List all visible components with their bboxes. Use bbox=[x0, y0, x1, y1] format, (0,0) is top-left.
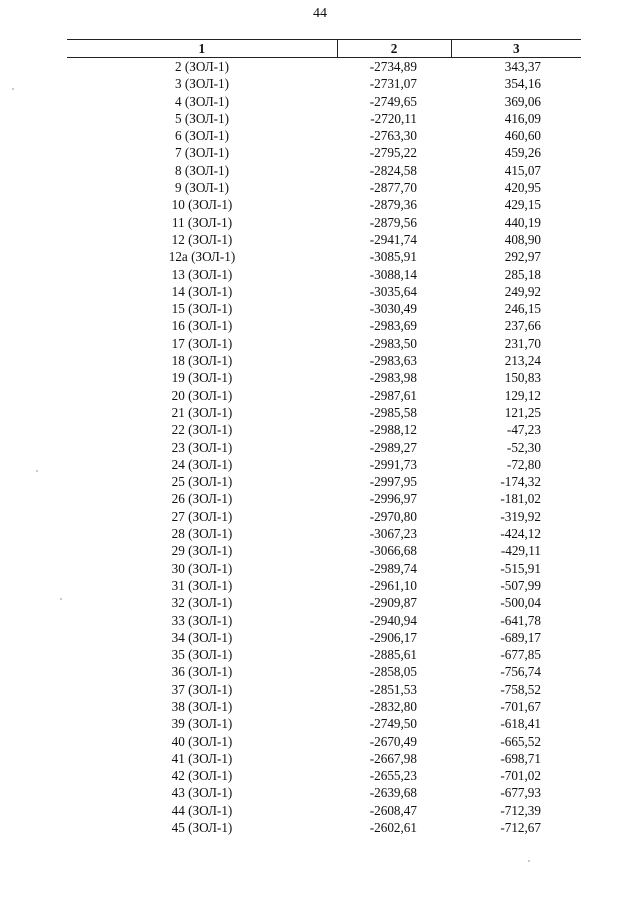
scan-speck bbox=[60, 598, 62, 600]
table-row bbox=[67, 231, 581, 248]
point-id-cell: 31 (ЗОЛ-1) bbox=[171, 577, 233, 593]
point-id-cell: 28 (ЗОЛ-1) bbox=[171, 526, 233, 542]
y-coordinate-cell: -698,71 bbox=[500, 750, 541, 766]
table-row bbox=[67, 404, 581, 421]
y-coordinate-cell: -756,74 bbox=[500, 664, 541, 680]
y-coordinate-cell: -424,12 bbox=[500, 526, 541, 542]
table-row bbox=[67, 317, 581, 334]
x-coordinate-cell: -2749,50 bbox=[369, 716, 417, 732]
x-coordinate-cell: -2608,47 bbox=[369, 802, 417, 818]
point-id-cell: 10 (ЗОЛ-1) bbox=[171, 197, 233, 213]
x-coordinate-cell: -2720,11 bbox=[370, 110, 417, 126]
point-id-cell: 26 (ЗОЛ-1) bbox=[171, 491, 233, 507]
y-coordinate-cell: 420,95 bbox=[504, 180, 541, 196]
table-row bbox=[67, 802, 581, 819]
point-id-cell: 45 (ЗОЛ-1) bbox=[171, 820, 233, 836]
point-id-cell: 8 (ЗОЛ-1) bbox=[174, 162, 230, 178]
point-id-cell: 21 (ЗОЛ-1) bbox=[171, 404, 233, 420]
table-row bbox=[67, 646, 581, 663]
table-row bbox=[67, 93, 581, 110]
point-id-cell: 32 (ЗОЛ-1) bbox=[171, 595, 233, 611]
x-coordinate-cell: -3088,14 bbox=[369, 266, 417, 282]
y-coordinate-cell: 459,26 bbox=[504, 145, 541, 161]
y-coordinate-cell: -52,30 bbox=[506, 439, 541, 455]
point-id-cell: 12 (ЗОЛ-1) bbox=[171, 231, 233, 247]
x-coordinate-cell: -2997,95 bbox=[369, 474, 417, 490]
y-coordinate-cell: 231,70 bbox=[504, 335, 541, 351]
point-id-cell: 35 (ЗОЛ-1) bbox=[171, 647, 233, 663]
point-id-cell: 39 (ЗОЛ-1) bbox=[171, 716, 233, 732]
x-coordinate-cell: -2991,73 bbox=[369, 456, 417, 472]
y-coordinate-cell: 246,15 bbox=[504, 301, 541, 317]
x-coordinate-cell: -2832,80 bbox=[369, 698, 417, 714]
x-coordinate-cell: -2824,58 bbox=[369, 162, 417, 178]
y-coordinate-cell: 292,97 bbox=[504, 249, 541, 265]
y-coordinate-cell: -47,23 bbox=[506, 422, 541, 438]
point-id-cell: 9 (ЗОЛ-1) bbox=[174, 180, 230, 196]
x-coordinate-cell: -2763,30 bbox=[369, 128, 417, 144]
point-id-cell: 24 (ЗОЛ-1) bbox=[171, 456, 233, 472]
x-coordinate-cell: -3085,91 bbox=[369, 249, 417, 265]
x-coordinate-cell: -2851,53 bbox=[369, 681, 417, 697]
point-id-cell: 20 (ЗОЛ-1) bbox=[171, 387, 233, 403]
point-id-cell: 7 (ЗОЛ-1) bbox=[174, 145, 230, 161]
column-header-1: 1 bbox=[67, 40, 337, 58]
table-row bbox=[67, 352, 581, 369]
point-id-cell: 6 (ЗОЛ-1) bbox=[174, 128, 230, 144]
table-row bbox=[67, 715, 581, 732]
x-coordinate-cell: -2879,36 bbox=[369, 197, 417, 213]
table-row bbox=[67, 283, 581, 300]
table-row bbox=[67, 162, 581, 179]
y-coordinate-cell: 343,37 bbox=[504, 59, 541, 74]
y-coordinate-cell: -677,93 bbox=[500, 785, 541, 801]
point-id-cell: 11 (ЗОЛ-1) bbox=[171, 214, 233, 230]
x-coordinate-cell: -2996,97 bbox=[369, 491, 417, 507]
table-row bbox=[67, 784, 581, 801]
point-id-cell: 42 (ЗОЛ-1) bbox=[171, 768, 233, 784]
point-id-cell: 38 (ЗОЛ-1) bbox=[171, 698, 233, 714]
y-coordinate-cell: -500,04 bbox=[500, 595, 541, 611]
x-coordinate-cell: -2989,74 bbox=[369, 560, 417, 576]
y-coordinate-cell: 460,60 bbox=[504, 128, 541, 144]
y-coordinate-cell: 249,92 bbox=[504, 283, 541, 299]
table-row bbox=[67, 58, 581, 76]
point-id-cell: 33 (ЗОЛ-1) bbox=[171, 612, 233, 628]
table-row bbox=[67, 508, 581, 525]
point-id-cell: 27 (ЗОЛ-1) bbox=[171, 508, 233, 524]
x-coordinate-cell: -2940,94 bbox=[369, 612, 417, 628]
y-coordinate-cell: 285,18 bbox=[504, 266, 541, 282]
y-coordinate-cell: -689,17 bbox=[500, 629, 541, 645]
x-coordinate-cell: -2731,07 bbox=[369, 76, 417, 92]
point-id-cell: 13 (ЗОЛ-1) bbox=[171, 266, 233, 282]
x-coordinate-cell: -2970,80 bbox=[369, 508, 417, 524]
point-id-cell: 37 (ЗОЛ-1) bbox=[171, 681, 233, 697]
y-coordinate-cell: -701,02 bbox=[500, 768, 541, 784]
coordinates-table bbox=[67, 39, 581, 836]
x-coordinate-cell: -2670,49 bbox=[369, 733, 417, 749]
table-row bbox=[67, 266, 581, 283]
x-coordinate-cell: -2795,22 bbox=[369, 145, 417, 161]
table-row bbox=[67, 698, 581, 715]
x-coordinate-cell: -2983,50 bbox=[369, 335, 417, 351]
table-row bbox=[67, 196, 581, 213]
y-coordinate-cell: -174,32 bbox=[500, 474, 541, 490]
y-coordinate-cell: 429,15 bbox=[504, 197, 541, 213]
y-coordinate-cell: -515,91 bbox=[500, 560, 541, 576]
point-id-cell: 18 (ЗОЛ-1) bbox=[171, 353, 233, 369]
table-row bbox=[67, 490, 581, 507]
x-coordinate-cell: -2734,89 bbox=[369, 59, 417, 74]
y-coordinate-cell: -641,78 bbox=[500, 612, 541, 628]
point-id-cell: 34 (ЗОЛ-1) bbox=[171, 629, 233, 645]
y-coordinate-cell: -701,67 bbox=[500, 698, 541, 714]
point-id-cell: 29 (ЗОЛ-1) bbox=[171, 543, 233, 559]
y-coordinate-cell: -712,67 bbox=[500, 820, 541, 836]
y-coordinate-cell: -758,52 bbox=[500, 681, 541, 697]
y-coordinate-cell: 121,25 bbox=[504, 404, 541, 420]
y-coordinate-cell: 415,07 bbox=[504, 162, 541, 178]
table-row bbox=[67, 75, 581, 92]
y-coordinate-cell: 237,66 bbox=[504, 318, 541, 334]
point-id-cell: 22 (ЗОЛ-1) bbox=[171, 422, 233, 438]
y-coordinate-cell: 213,24 bbox=[504, 353, 541, 369]
point-id-cell: 12а (ЗОЛ-1) bbox=[168, 249, 236, 265]
point-id-cell: 17 (ЗОЛ-1) bbox=[171, 335, 233, 351]
point-id-cell: 3 (ЗОЛ-1) bbox=[174, 76, 230, 92]
table-row bbox=[67, 144, 581, 161]
table-row bbox=[67, 612, 581, 629]
x-coordinate-cell: -2983,63 bbox=[369, 353, 417, 369]
table-row bbox=[67, 179, 581, 196]
table-row bbox=[67, 733, 581, 750]
table-row bbox=[67, 819, 581, 836]
y-coordinate-cell: -181,02 bbox=[500, 491, 541, 507]
point-id-cell: 44 (ЗОЛ-1) bbox=[171, 802, 233, 818]
table-row bbox=[67, 525, 581, 542]
table-row bbox=[67, 439, 581, 456]
x-coordinate-cell: -2983,69 bbox=[369, 318, 417, 334]
x-coordinate-cell: -2941,74 bbox=[369, 231, 417, 247]
table-row bbox=[67, 387, 581, 404]
table-row bbox=[67, 473, 581, 490]
scan-speck bbox=[12, 88, 14, 90]
y-coordinate-cell: -618,41 bbox=[500, 716, 541, 732]
x-coordinate-cell: -2602,61 bbox=[369, 820, 417, 836]
page-number: 44 bbox=[313, 6, 327, 21]
x-coordinate-cell: -3067,23 bbox=[369, 526, 417, 542]
y-coordinate-cell: -319,92 bbox=[500, 508, 541, 524]
x-coordinate-cell: -3030,49 bbox=[369, 301, 417, 317]
table-row bbox=[67, 594, 581, 611]
point-id-cell: 41 (ЗОЛ-1) bbox=[171, 750, 233, 766]
point-id-cell: 30 (ЗОЛ-1) bbox=[171, 560, 233, 576]
point-id-cell: 40 (ЗОЛ-1) bbox=[171, 733, 233, 749]
x-coordinate-cell: -2655,23 bbox=[369, 768, 417, 784]
table-row bbox=[67, 663, 581, 680]
point-id-cell: 43 (ЗОЛ-1) bbox=[171, 785, 233, 801]
point-id-cell: 5 (ЗОЛ-1) bbox=[174, 110, 230, 126]
table-row bbox=[67, 421, 581, 438]
x-coordinate-cell: -2961,10 bbox=[369, 577, 417, 593]
y-coordinate-cell: -429,11 bbox=[500, 543, 541, 559]
table-row bbox=[67, 456, 581, 473]
x-coordinate-cell: -2858,05 bbox=[369, 664, 417, 680]
x-coordinate-cell: -2639,68 bbox=[369, 785, 417, 801]
x-coordinate-cell: -2667,98 bbox=[369, 750, 417, 766]
x-coordinate-cell: -2749,65 bbox=[369, 93, 417, 109]
point-id-cell: 14 (ЗОЛ-1) bbox=[171, 283, 233, 299]
point-id-cell: 15 (ЗОЛ-1) bbox=[171, 301, 233, 317]
table-header-row bbox=[67, 40, 581, 58]
column-header-2: 2 bbox=[337, 40, 451, 58]
table-row bbox=[67, 767, 581, 784]
table-row bbox=[67, 681, 581, 698]
table-row bbox=[67, 110, 581, 127]
point-id-cell: 25 (ЗОЛ-1) bbox=[171, 474, 233, 490]
y-coordinate-cell: -72,80 bbox=[506, 456, 541, 472]
y-coordinate-cell: 354,16 bbox=[504, 76, 541, 92]
x-coordinate-cell: -3035,64 bbox=[369, 283, 417, 299]
y-coordinate-cell: -712,39 bbox=[500, 802, 541, 818]
y-coordinate-cell: -507,99 bbox=[500, 577, 541, 593]
table-row bbox=[67, 750, 581, 767]
table-row bbox=[67, 335, 581, 352]
table-row bbox=[67, 214, 581, 231]
y-coordinate-cell: 369,06 bbox=[504, 93, 541, 109]
x-coordinate-cell: -3066,68 bbox=[369, 543, 417, 559]
point-id-cell: 36 (ЗОЛ-1) bbox=[171, 664, 233, 680]
x-coordinate-cell: -2877,70 bbox=[369, 180, 417, 196]
point-id-cell: 2 (ЗОЛ-1) bbox=[174, 59, 230, 74]
y-coordinate-cell: 416,09 bbox=[504, 110, 541, 126]
y-coordinate-cell: 129,12 bbox=[504, 387, 541, 403]
y-coordinate-cell: 408,90 bbox=[504, 231, 541, 247]
y-coordinate-cell: 440,19 bbox=[504, 214, 541, 230]
x-coordinate-cell: -2879,56 bbox=[369, 214, 417, 230]
x-coordinate-cell: -2987,61 bbox=[369, 387, 417, 403]
table-row bbox=[67, 577, 581, 594]
x-coordinate-cell: -2885,61 bbox=[369, 647, 417, 663]
x-coordinate-cell: -2906,17 bbox=[369, 629, 417, 645]
column-header-3: 3 bbox=[451, 40, 581, 58]
table-row bbox=[67, 542, 581, 559]
x-coordinate-cell: -2983,98 bbox=[369, 370, 417, 386]
table-row bbox=[67, 560, 581, 577]
scan-speck bbox=[36, 470, 38, 472]
point-id-cell: 23 (ЗОЛ-1) bbox=[171, 439, 233, 455]
point-id-cell: 4 (ЗОЛ-1) bbox=[174, 93, 230, 109]
x-coordinate-cell: -2988,12 bbox=[369, 422, 417, 438]
y-coordinate-cell: -677,85 bbox=[500, 647, 541, 663]
table-row bbox=[67, 127, 581, 144]
table-row bbox=[67, 629, 581, 646]
point-id-cell: 19 (ЗОЛ-1) bbox=[171, 370, 233, 386]
table-row bbox=[67, 300, 581, 317]
y-coordinate-cell: -665,52 bbox=[500, 733, 541, 749]
x-coordinate-cell: -2989,27 bbox=[369, 439, 417, 455]
scan-speck bbox=[528, 860, 530, 862]
y-coordinate-cell: 150,83 bbox=[504, 370, 541, 386]
point-id-cell: 16 (ЗОЛ-1) bbox=[171, 318, 233, 334]
x-coordinate-cell: -2909,87 bbox=[369, 595, 417, 611]
table-row bbox=[67, 369, 581, 386]
table-row bbox=[67, 248, 581, 265]
x-coordinate-cell: -2985,58 bbox=[369, 404, 417, 420]
